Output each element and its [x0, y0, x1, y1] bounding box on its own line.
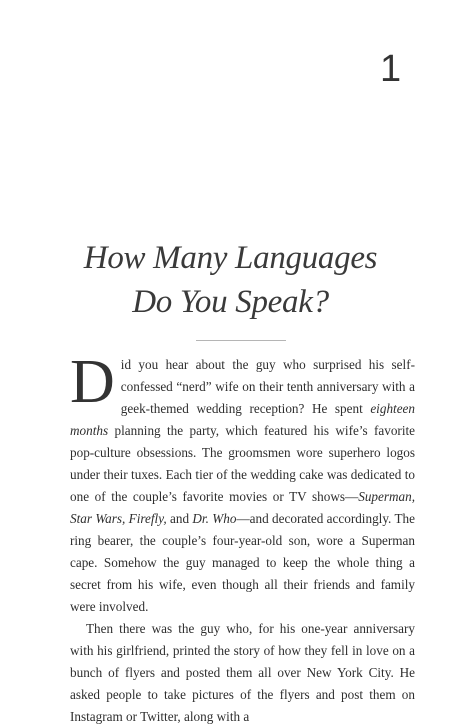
paragraph	[70, 618, 415, 728]
drop-cap: D	[70, 348, 115, 416]
text-segment: id you hear about the guy who surprised his self-confessed “nerd” wife on their tenth anniversary with a geek-themed wedding reception? He spent	[120, 357, 415, 416]
chapter-title-line-2: Do You Speak?	[132, 284, 329, 320]
italic-text: Dr. Who	[192, 511, 237, 526]
text-segment: —and decorated accordingly. The ring bearer, the couple’s four-year-old son, wore a Superman cape. Somehow the guy managed to keep the whole thing a secret from his wife, even though all their friends and family were involved.	[70, 511, 415, 614]
italic-text: eighteen months	[70, 401, 415, 438]
chapter-number: 1	[380, 48, 402, 90]
title-divider	[196, 340, 286, 341]
chapter-title-line-1: How Many Languages	[83, 240, 378, 276]
paragraph	[70, 348, 415, 618]
text-segment: and	[166, 511, 193, 526]
chapter-title	[0, 236, 461, 324]
text-segment: planning the party, which featured his wife’s favorite pop-culture obsessions. The groomsmen wore superhero logos under their tuxes. Each tier of the wedding cake was dedicated to one of the couple’s favorite movies or TV shows—	[70, 423, 415, 504]
body-text	[70, 348, 415, 728]
text-segment: Then there was the guy who, for his one-year anniversary with his girlfriend, printed the story of how they fell in love on a bunch of flyers and posted them all over New York City. He asked people to take pictures of the flyers and post them on Instagram or Twitter, along with a	[70, 621, 415, 724]
italic-text: Superman, Star Wars, Firefly,	[70, 489, 415, 526]
